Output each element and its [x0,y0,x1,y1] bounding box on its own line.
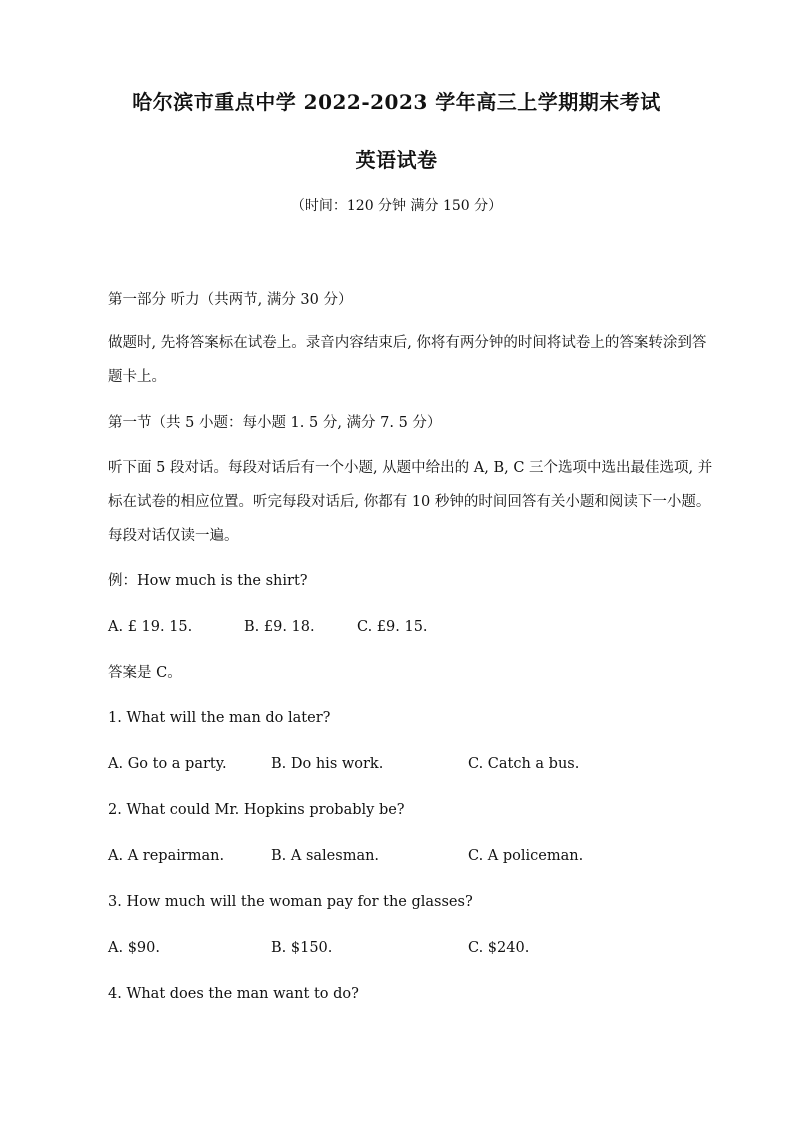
example-answer: 答案是 C。 [108,665,182,681]
question-3-option-b: B. $150. [271,940,333,956]
example-option-c: C. £9. 15. [357,619,428,635]
question-2-option-c: C. A policeman. [468,848,584,864]
exam-meta: （时间：120 分钟 满分 150 分） [290,198,503,214]
question-3: 3. How much will the woman pay for the glasses? [108,894,473,910]
section-heading: 第一节（共 5 小题：每小题 1. 5 分, 满分 7. 5 分） [108,415,442,431]
question-3-option-a: A. $90. [108,940,160,956]
question-1-option-a: A. Go to a party. [108,756,227,772]
question-2-option-a: A. A repairman. [108,848,225,864]
example-option-b: B. £9. 18. [244,619,315,635]
question-3-option-c: C. $240. [468,940,530,956]
question-1: 1. What will the man do later? [108,710,331,726]
question-2: 2. What could Mr. Hopkins probably be? [108,802,405,818]
exam-subtitle: 英语试卷 [355,148,438,172]
example-option-a: A. £ 19. 15. [108,619,193,635]
part-instructions: 做题时, 先将答案标在试卷上。录音内容结束后, 你将有两分钟的时间将试卷上的答案转涂到答题卡上。 [108,335,707,385]
question-1-option-b: B. Do his work. [271,756,384,772]
part-heading: 第一部分 听力（共两节, 满分 30 分） [108,292,353,308]
section-instructions: 听下面 5 段对话。每段对话后有一个小题, 从题中给出的 A, B, C 三个选项中选出最佳选项, 并标在试卷的相应位置。听完每段对话后, 你都有 10 秒钟的时间回答有关小题和阅读下一小题。每段对话仅读一遍。 [108,460,713,544]
question-4: 4. What does the man want to do? [108,986,359,1002]
question-1-option-c: C. Catch a bus. [468,756,580,772]
example-question: 例：How much is the shirt? [108,573,308,589]
question-2-option-b: B. A salesman. [271,848,380,864]
exam-title: 哈尔滨市重点中学 2022-2023 学年高三上学期期末考试 [132,90,661,114]
